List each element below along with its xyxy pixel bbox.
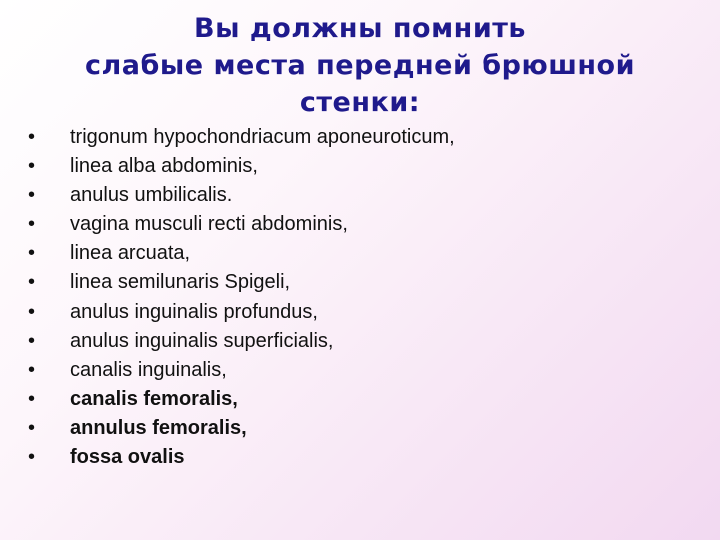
list-item-text: linea semilunaris Spigeli, — [70, 271, 291, 294]
list-item-text: trigonum hypochondriacum aponeuroticum, — [70, 126, 455, 148]
list-item-text: annulus femoralis, — [70, 416, 247, 439]
bullet-icon: • — [28, 358, 36, 381]
bullet-icon: • — [28, 155, 36, 178]
bullet-icon: • — [28, 184, 36, 207]
list-item-text: linea arcuata, — [70, 242, 191, 265]
list-item-text: fossa ovalis — [70, 446, 185, 469]
bullet-icon: • — [28, 126, 36, 148]
slide-title-line-1: Вы должны помнить — [194, 13, 526, 44]
bullet-icon: • — [28, 416, 36, 439]
list-item-text: anulus inguinalis superficialis, — [70, 329, 334, 352]
list-item-text: vagina musculi recti abdominis, — [70, 213, 348, 236]
list-item-text: canalis femoralis, — [70, 387, 238, 410]
list-item-text: anulus umbilicalis. — [70, 184, 233, 207]
bullet-icon: • — [28, 271, 36, 294]
bullet-icon: • — [28, 446, 36, 469]
bullet-icon: • — [28, 387, 36, 410]
list-item-text: canalis inguinalis, — [70, 358, 227, 381]
slide-title-line-2: слабые места передней брюшной — [84, 50, 636, 81]
list-item-text: anulus inguinalis profundus, — [70, 300, 318, 323]
slide-title-line-3: стенки: — [299, 87, 421, 118]
bullet-icon: • — [28, 213, 36, 236]
slide-title — [20, 10, 700, 121]
bullet-icon: • — [28, 242, 36, 265]
list-item-text: linea alba abdominis, — [70, 155, 258, 178]
bullet-icon: • — [28, 300, 36, 323]
bullet-icon: • — [28, 329, 36, 352]
